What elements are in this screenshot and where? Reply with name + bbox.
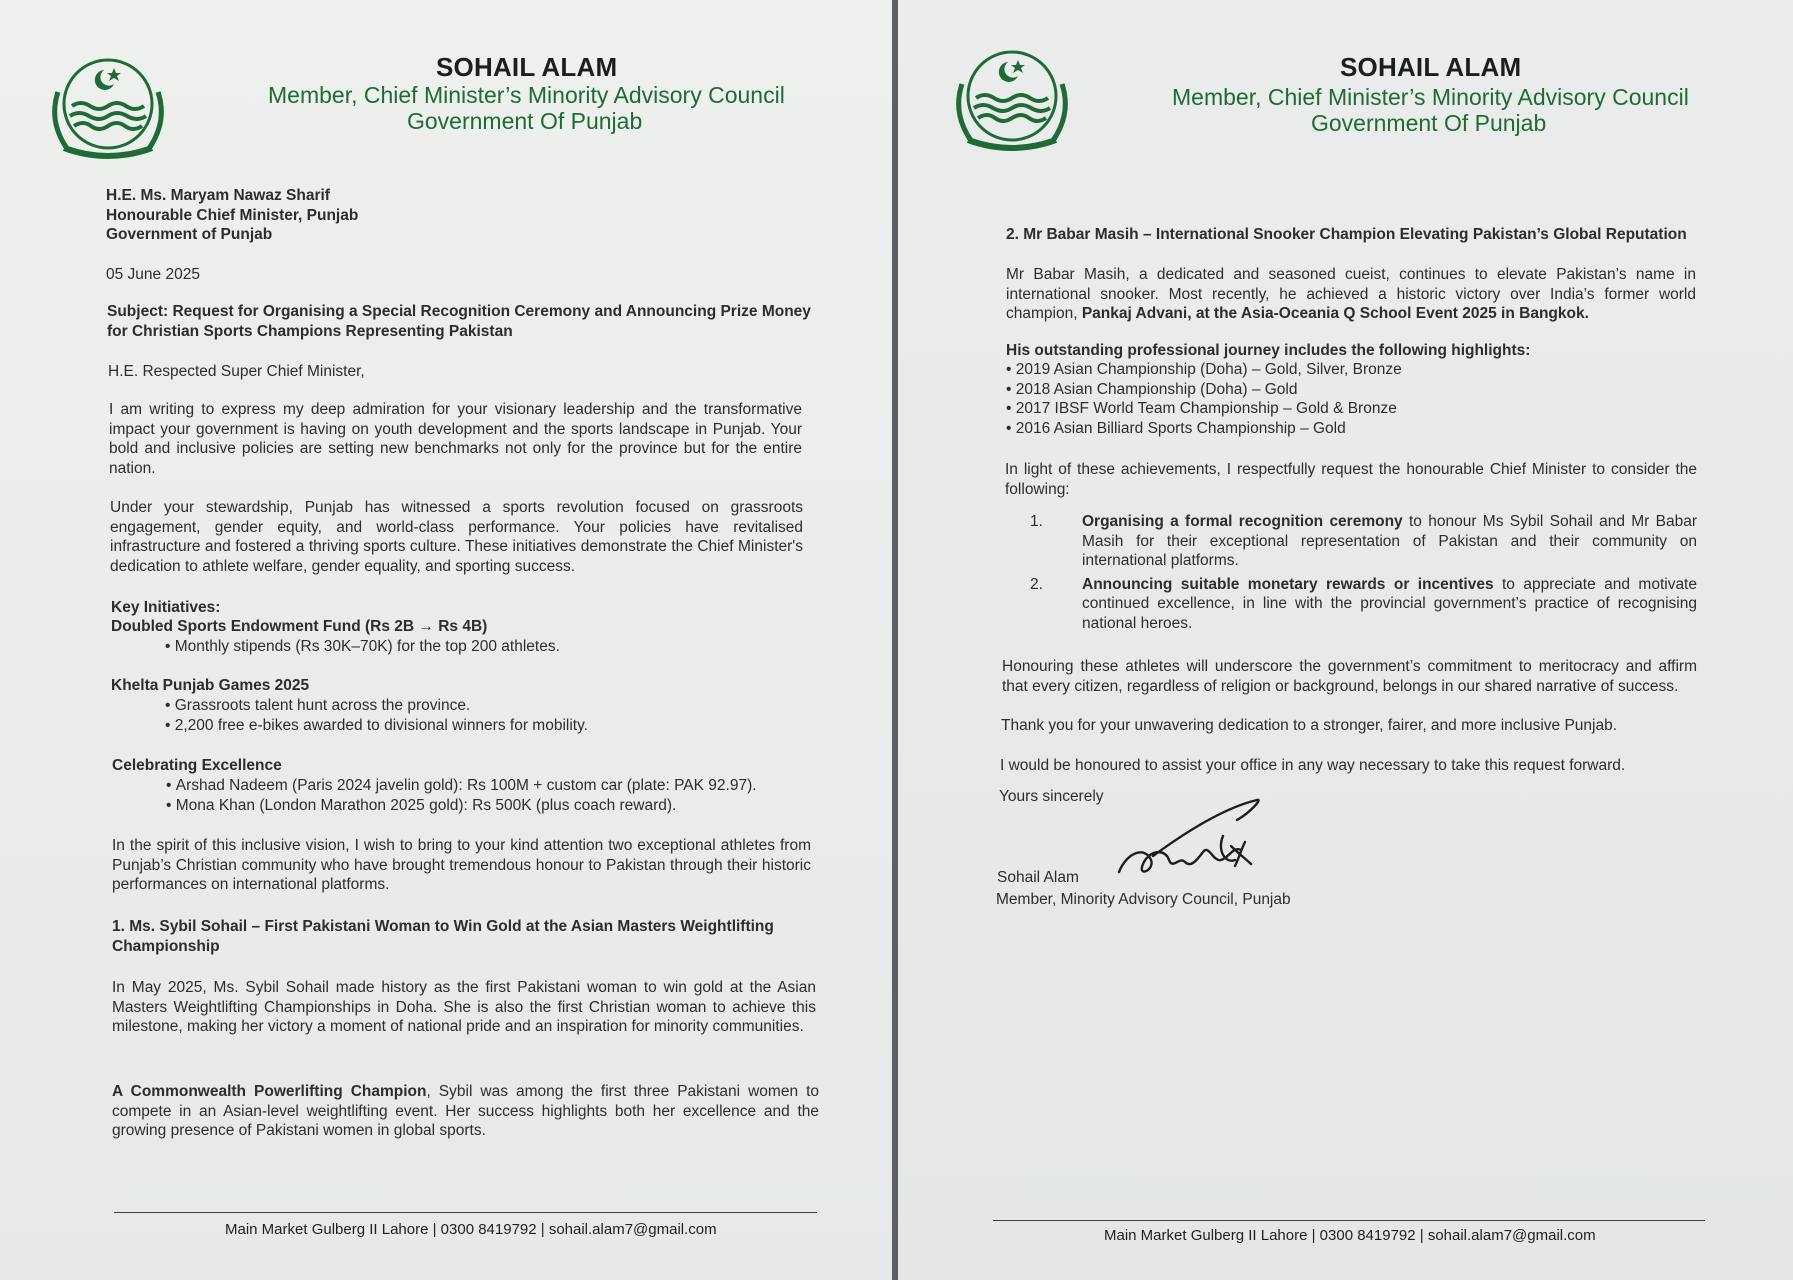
paragraph-admiration: I am writing to express my deep admiration for your visionary leadership and the transformative impact your government is having on youth development and the sports landscape in Punjab. Your bold and inclusive policies are setting new benchmarks not only for the province but for the entire nation. bbox=[109, 401, 802, 477]
request-number: 2. bbox=[1030, 575, 1043, 593]
list-item: • Arshad Nadeem (Paris 2024 javelin gold): Rs 100M + custom car (plate: PAK 92.97). bbox=[166, 776, 806, 796]
list-item: • 2017 IBSF World Team Championship – Gold & Bronze bbox=[1006, 399, 1706, 419]
footer-divider bbox=[114, 1212, 817, 1213]
request-list bbox=[1030, 512, 1697, 633]
closing: Yours sincerely bbox=[999, 788, 1104, 805]
list-item: • 2,200 free e-bikes awarded to divisional winners for mobility. bbox=[165, 716, 785, 736]
letterhead-name: SOHAIL ALAM bbox=[436, 52, 618, 82]
punjab-government-emblem-icon bbox=[42, 52, 174, 164]
athlete-1-paragraph: In May 2025, Ms. Sybil Sohail made history as the first Pakistani woman to win gold at the Asian Masters Weightlifting Championships in Doha. She is also the first Christian woman to achieve this milestone, making her victory a moment of national pride and an inspiration for minority communities. bbox=[112, 979, 816, 1035]
athlete-1-powerlifting-paragraph bbox=[112, 1082, 819, 1141]
games-title: Khelta Punjab Games 2025 bbox=[111, 677, 310, 694]
signer-name: Sohail Alam bbox=[997, 869, 1079, 886]
athlete-2-text: Mr Babar Masih, a dedicated and seasoned cueist, continues to elevate Pakistan’s name in international snooker. Most recently, he achieved a historic victory over India’s former world champion, bbox=[1006, 266, 1696, 322]
powerlifting-text: , Sybil was among the first three Pakistani women to compete in an Asian-level weightlifting event. Her success highlights both her excellence and the growing presence of Pakistani women in global sports. bbox=[112, 1083, 820, 1139]
salutation: H.E. Respected Super Chief Minister, bbox=[108, 363, 365, 380]
paragraph-assist: I would be honoured to assist your office in any way necessary to take this request forward. bbox=[1000, 757, 1626, 774]
footer-contact: Main Market Gulberg II Lahore | 0300 8419792 | sohail.alam7@gmail.com bbox=[225, 1221, 717, 1238]
excellence-title: Celebrating Excellence bbox=[112, 757, 282, 774]
paragraph-thanks: Thank you for your unwavering dedication to a stronger, fairer, and more inclusive Punjab. bbox=[1001, 717, 1618, 734]
letter-page-2 bbox=[898, 0, 1793, 1280]
list-item: • Monthly stipends (Rs 30K–70K) for the top 200 athletes. bbox=[165, 637, 785, 657]
letterhead-name: SOHAIL ALAM bbox=[1340, 52, 1522, 82]
recipient-block bbox=[106, 186, 506, 245]
letterhead-title: Member, Chief Minister’s Minority Advisory Council bbox=[268, 82, 785, 108]
handwritten-signature bbox=[1113, 790, 1263, 886]
list-item: • Grassroots talent hunt across the province. bbox=[165, 696, 785, 716]
athlete-2-heading: 2. Mr Babar Masih – International Snooker Champion Elevating Pakistan’s Global Reputation bbox=[1006, 226, 1687, 243]
highlights-title: His outstanding professional journey includes the following highlights: bbox=[1006, 342, 1531, 359]
advani-victory-highlight: Pankaj Advani, at the Asia-Oceania Q School Event 2025 in Bangkok. bbox=[1081, 305, 1589, 322]
recipient-line: H.E. Ms. Maryam Nawaz Sharif bbox=[106, 187, 330, 204]
athlete-2-paragraph bbox=[1006, 265, 1696, 324]
paragraph-honouring: Honouring these athletes will underscore the government’s commitment to meritocracy and affirm that every citizen, regardless of religion or background, belongs in our shared narrative of success. bbox=[1002, 658, 1697, 695]
fund-title: Doubled Sports Endowment Fund (Rs 2B → Rs 4B) bbox=[111, 618, 488, 635]
list-item: • 2019 Asian Championship (Doha) – Gold, Silver, Bronze bbox=[1006, 360, 1706, 380]
request-text: to appreciate and motivate continued excellence, in line with the provincial government’s practice of recognising national heroes. bbox=[1082, 575, 1697, 632]
request-highlight: Organising a formal recognition ceremony bbox=[1082, 513, 1403, 530]
recipient-line: Honourable Chief Minister, Punjab bbox=[106, 206, 359, 224]
letter-date: 05 June 2025 bbox=[106, 266, 200, 283]
letter-page-1 bbox=[0, 0, 892, 1280]
request-text: to honour Ms Sybil Sohail and Mr Babar Masih for their exceptional representation of Pakistan and their community on international platforms. bbox=[1082, 513, 1697, 569]
request-highlight: Announcing suitable monetary rewards or incentives bbox=[1082, 575, 1494, 593]
key-initiatives-title: Key Initiatives: bbox=[111, 599, 221, 616]
letterhead-government: Government Of Punjab bbox=[407, 108, 643, 134]
footer-contact: Main Market Gulberg II Lahore | 0300 8419792 | sohail.alam7@gmail.com bbox=[1104, 1227, 1596, 1244]
powerlifting-highlight: A Commonwealth Powerlifting Champion bbox=[112, 1083, 427, 1100]
list-item bbox=[1030, 575, 1697, 634]
letter-subject: Subject: Request for Organising a Special Recognition Ceremony and Announcing Prize Money for Christian Sports Champions Representing Pakistan bbox=[107, 303, 811, 340]
games-list bbox=[165, 696, 785, 735]
letterhead-government: Government Of Punjab bbox=[1311, 110, 1547, 136]
request-number: 1. bbox=[1030, 513, 1043, 530]
request-intro: In light of these achievements, I respectfully request the honourable Chief Minister to consider the following: bbox=[1005, 461, 1697, 498]
highlights-list bbox=[1006, 360, 1706, 438]
fund-list bbox=[165, 637, 785, 657]
punjab-government-emblem-icon bbox=[946, 44, 1078, 156]
signer-title: Member, Minority Advisory Council, Punjab bbox=[996, 891, 1291, 908]
list-item: • 2018 Asian Championship (Doha) – Gold bbox=[1006, 380, 1706, 400]
recipient-line: Government of Punjab bbox=[106, 226, 273, 243]
paragraph-inclusive-vision: In the spirit of this inclusive vision, I wish to bring to your kind attention two exceptional athletes from Punjab’s Christian community who have brought tremendous honour to Pakistan through their historic performances on international platforms. bbox=[112, 837, 811, 893]
paragraph-stewardship: Under your stewardship, Punjab has witnessed a sports revolution focused on grassroots engagement, gender equity, and world-class performance. Your policies have revitalised infrastructure and fostered a thriving sports culture. These initiatives demonstrate the Chief Minister's dedication to athlete welfare, gender equality, and sporting success. bbox=[110, 499, 803, 575]
footer-divider bbox=[993, 1220, 1705, 1221]
list-item: • Mona Khan (London Marathon 2025 gold): Rs 500K (plus coach reward). bbox=[166, 796, 806, 816]
athlete-1-heading: 1. Ms. Sybil Sohail – First Pakistani Woman to Win Gold at the Asian Masters Weightlifting Championship bbox=[112, 918, 774, 955]
list-item bbox=[1030, 512, 1697, 571]
letterhead-title: Member, Chief Minister’s Minority Advisory Council bbox=[1172, 84, 1689, 110]
list-item: • 2016 Asian Billiard Sports Championship – Gold bbox=[1006, 419, 1706, 439]
excellence-list bbox=[166, 776, 806, 815]
